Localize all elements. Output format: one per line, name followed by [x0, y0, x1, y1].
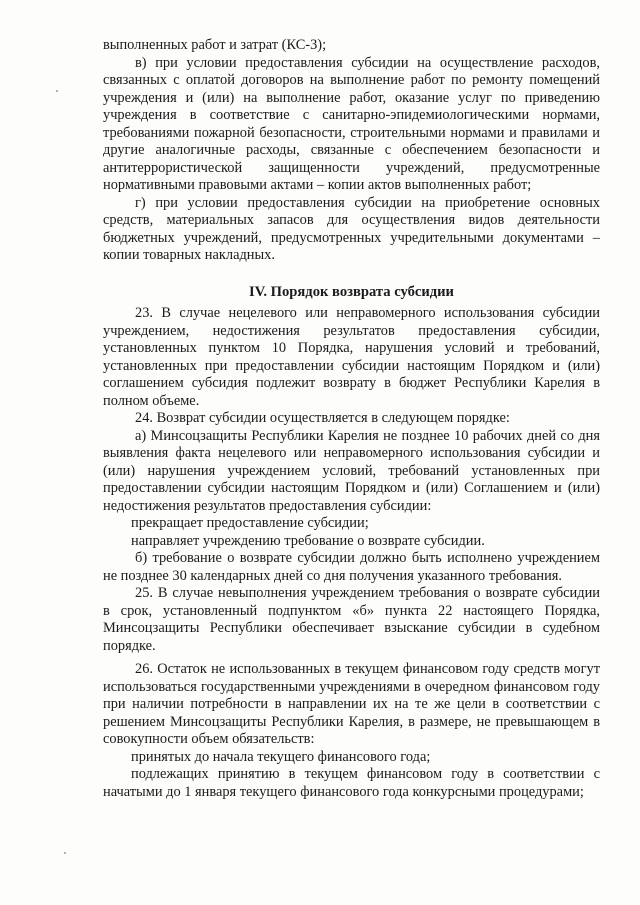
paragraph-24-a-1: прекращает предоставление субсидии;: [131, 515, 369, 531]
scan-speck: [64, 852, 66, 854]
paragraph-24-a: а) Минсоцзащиты Республики Карелия не позднее 10 рабочих дней со дня выявления факта нецелевого или неправомерного использования субсидии и (или) нарушения учреждением условий, требований установленных при предоставлении субсидии настоящим Порядком и (или) Соглашением и (или) недостижения результатов предоставления субсидии:: [103, 427, 600, 514]
paragraph-item-g: г) при условии предоставления субсидии на приобретение основных средств, материальных запасов для осуществления видов деятельности бюджетных учреждений, предусмотренных учредительными документами – копии товарных накладных.: [103, 194, 600, 263]
paragraph-26: 26. Остаток не использованных в текущем финансовом году средств могут использоваться государственными учреждениями в очередном финансовом году при наличии потребности в направлении их на те же цели в соответствии с решением Минсоцзащиты Республики Карелия, в размере, не превышающем в совокупности объем обязательств:: [103, 661, 600, 747]
document-body: [103, 37, 600, 801]
paragraph-item-v: в) при условии предоставления субсидии на осуществление расходов, связанных с оплатой договоров на выполнение работ по ремонту помещений учреждения и (или) на выполнение работ, оказание услуг по приведению учреждения в соответствие с санитарно-эпидемиологическими нормами, требованиями пожарной безопасности, строительными нормами и правилами и другие аналогичные расходы, связанные с обеспечением безопасности и антитеррористической защищенности учреждений, предусмотренные нормативными правовыми актами – копии актов выполненных работ;: [103, 54, 600, 193]
paragraph-24: 24. Возврат субсидии осуществляется в следующем порядке:: [135, 410, 510, 426]
paragraph-25: 25. В случае невыполнения учреждением требования о возврате субсидии в срок, установленный подпунктом «б» пункта 22 настоящего Порядка, Минсоцзащиты Республики обеспечивает взыскание субсидии в судебном порядке.: [103, 585, 600, 654]
section-heading: IV. Порядок возврата субсидии: [249, 283, 454, 300]
paragraph-24-b: б) требование о возврате субсидии должно быть исполнено учреждением не позднее 30 календарных дней со дня получения указанного требования.: [103, 550, 600, 584]
paragraph-23: 23. В случае нецелевого или неправомерного использования субсидии учреждением, недостижения результатов предоставления субсидии, установленных пунктом 10 Порядка, нарушения условий и требований, установленных при предоставлении субсидии настоящим Порядком и (или) соглашением субсидия подлежит возврату в бюджет Республики Карелия в полном объеме.: [103, 305, 600, 409]
scan-speck: [56, 90, 58, 92]
paragraph-24-a-2: направляет учреждению требование о возврате субсидии.: [131, 532, 485, 549]
paragraph-26-1: принятых до начала текущего финансового года;: [131, 748, 431, 765]
paragraph-26-2: подлежащих принятию в текущем финансовом году в соответствии с начатыми до 1 января текущего финансового года конкурсными процедурами;: [103, 766, 600, 800]
paragraph-continuation: выполненных работ и затрат (КС-3);: [103, 37, 327, 53]
